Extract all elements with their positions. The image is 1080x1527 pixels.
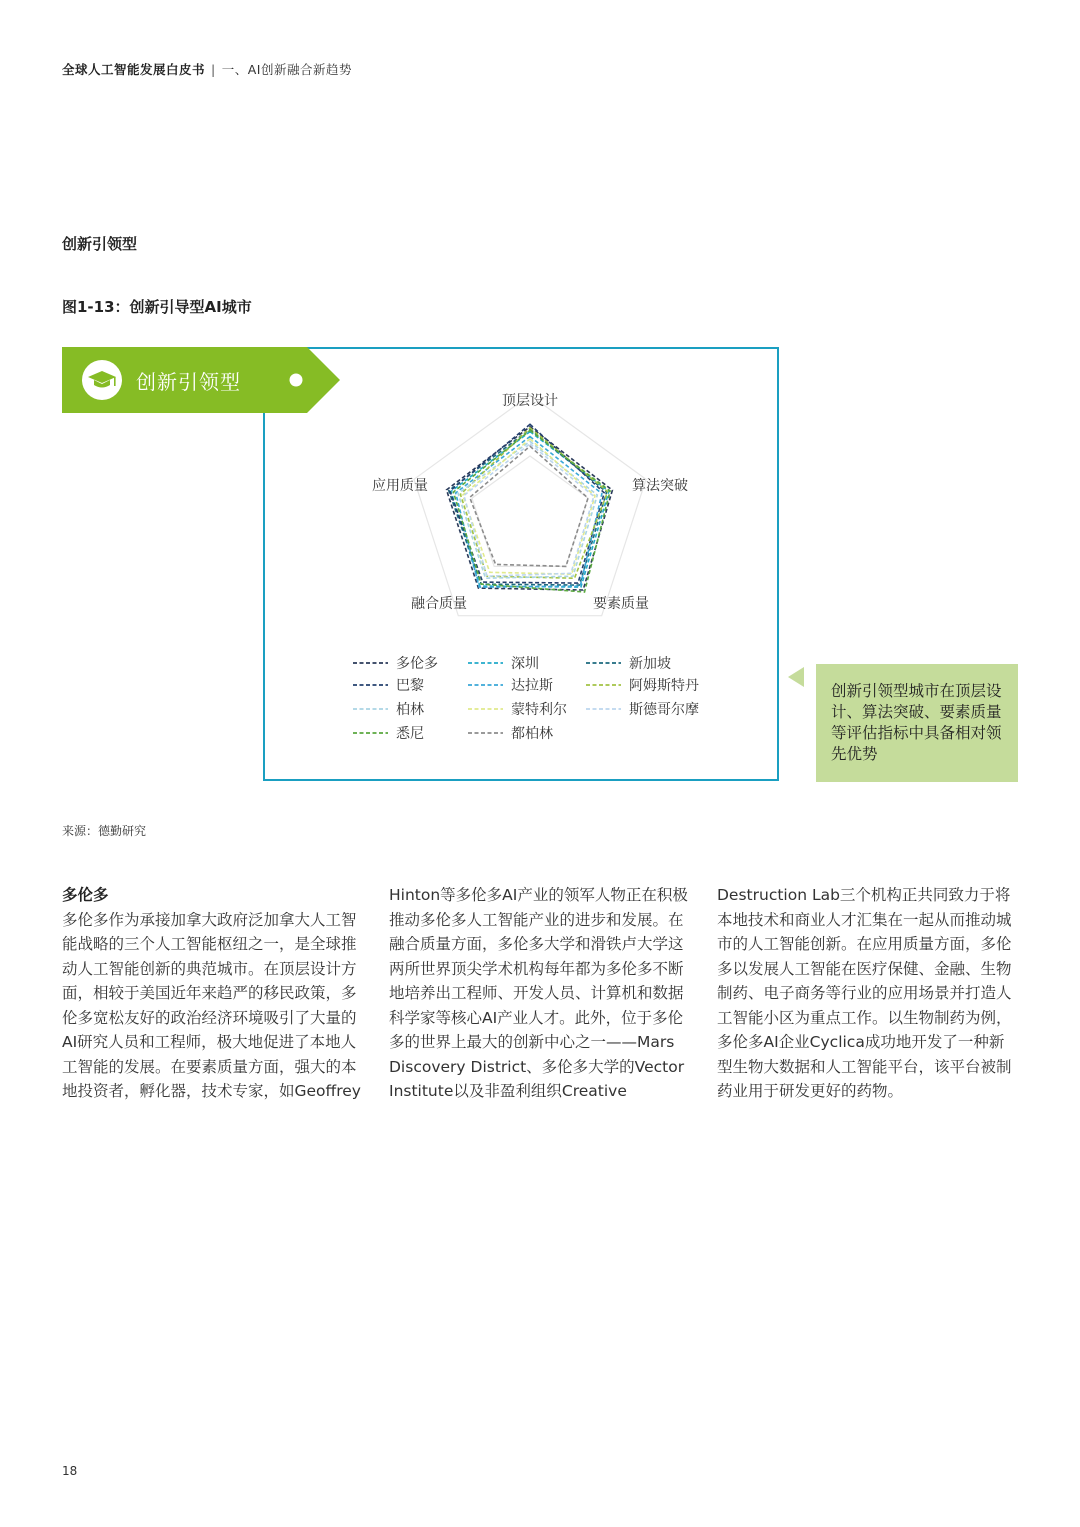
banner-title: 创新引领型 [136, 370, 241, 394]
legend-label-4: 巴黎 [396, 678, 424, 694]
legend-label-10: 悉尼 [396, 726, 424, 742]
note-box: 创新引领型城市在顶层设计、算法突破、要素质量等评估指标中具备相对领先优势 [816, 664, 1018, 782]
figure-caption: 图1-13：创新引导型AI城市 [62, 298, 252, 316]
radar-series-6 [460, 428, 607, 578]
legend-label-11: 都柏林 [511, 726, 553, 742]
axis-label-4: 融合质量 [411, 596, 467, 612]
legend-label-2: 深圳 [511, 656, 539, 672]
legend-label-7: 柏林 [396, 702, 424, 718]
axis-label-1: 顶层设计 [502, 393, 558, 409]
legend-label-3: 新加坡 [629, 656, 671, 672]
section-heading: 创新引领型 [62, 235, 138, 253]
axis-label-2: 算法突破 [632, 478, 688, 494]
running-header [62, 60, 352, 78]
legend-label-5: 达拉斯 [511, 678, 553, 694]
body-title: 多伦多 [62, 886, 109, 904]
source-note: 来源：德勤研究 [62, 824, 147, 838]
header-title: 全球人工智能发展白皮书 [62, 62, 206, 77]
radar-series-8 [463, 439, 595, 574]
axis-label-5: 应用质量 [372, 478, 428, 494]
body-text-1: 多伦多作为承接加拿大政府泛加拿大人工智能战略的三个人工智能枢纽之一，是全球推动人工智能创新的典范城市。在顶层设计方面，相较于美国近年来趋严的移民政策，多伦多宽松友好的政治经济环境吸引了大量的AI研究人员和工程师，极大地促进了本地人工智能的发展。在要素质量方面，强大的本地投资者，孵化器，技术专家，如Geoffrey [62, 910, 361, 1100]
header-separator: | [211, 62, 216, 77]
note-arrow [788, 664, 816, 690]
body-column-2: Hinton等多伦多AI产业的领军人物正在积极推动多伦多人工智能产业的进步和发展。在融合质量方面，多伦多大学和滑铁卢大学这两所世界顶尖学术机构每年都为多伦多不断地培养出工程师、开发人员、计算机和数据科学家等核心AI产业人才。此外，位于多伦多的世界上最大的创新中心之一——Mars Discovery District、多伦多大学的Vector Institute以及非盈利组织Creative [389, 886, 688, 1100]
chart-legend [353, 656, 699, 742]
legend-label-8: 蒙特利尔 [511, 702, 567, 718]
banner-dot [290, 374, 303, 387]
legend-label-6: 阿姆斯特丹 [629, 678, 699, 694]
axis-label-3: 要素质量 [593, 596, 649, 612]
legend-label-1: 多伦多 [396, 656, 438, 672]
body-column-3: Destruction Lab三个机构正共同致力于将本地技术和商业人才汇集在一起从而推动城市的人工智能创新。在应用质量方面，多伦多以发展人工智能在医疗保健、金融、生物制药、电子商务等行业的应用场景并打造人工智能小区为重点工作。以生物制药为例，多伦多AI企业Cyclica成功地开发了一种新型生物大数据和人工智能平台，该平台被制药业用于研发更好的药物。 [717, 886, 1012, 1100]
legend-label-9: 斯德哥尔摩 [629, 702, 699, 718]
body-column-1 [62, 883, 362, 1104]
header-subtitle: 一、AI创新融合新趋势 [221, 62, 352, 77]
page-number: 18 [62, 1464, 78, 1478]
